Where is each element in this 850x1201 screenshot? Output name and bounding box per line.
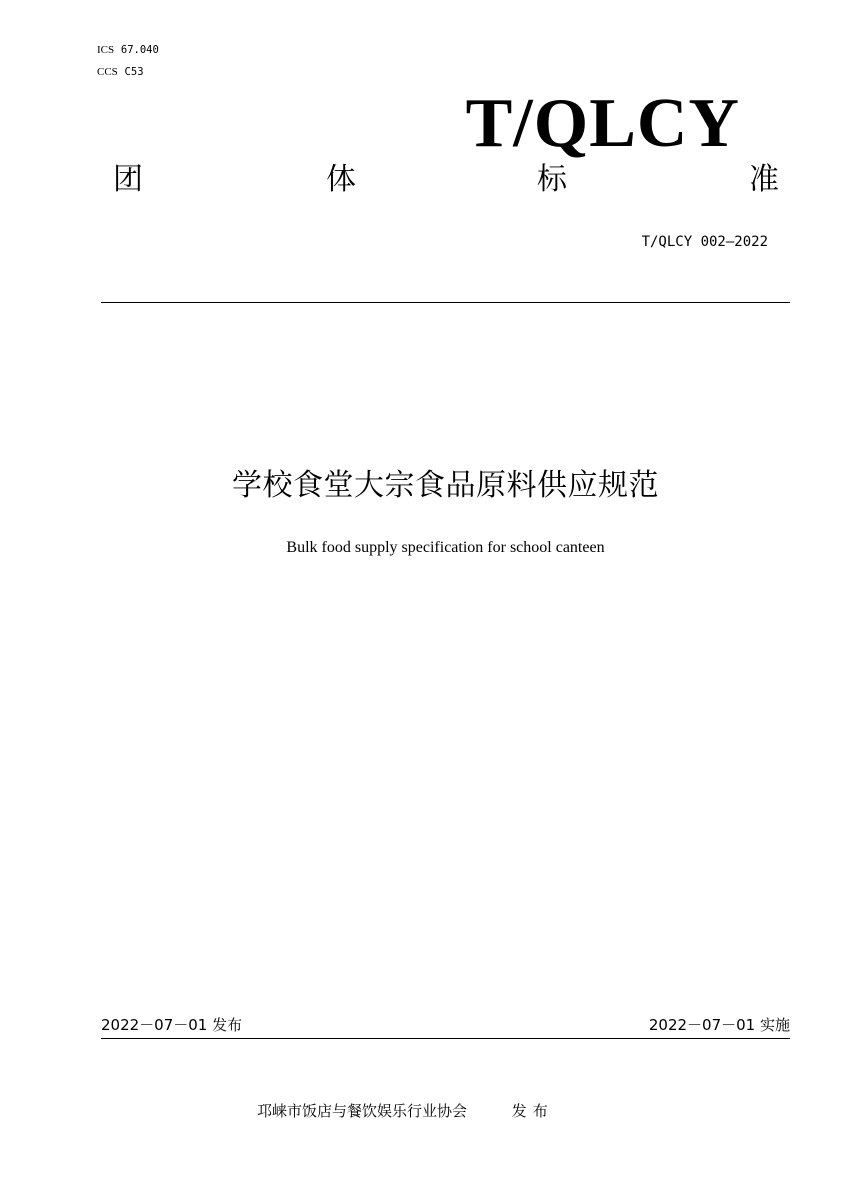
category-char: 准 — [749, 162, 779, 197]
category-char: 标 — [537, 162, 567, 197]
document-title: 学校食堂大宗食品原料供应规范 — [232, 468, 659, 503]
ics-classification — [97, 43, 159, 57]
implement-date: 2022－07－01 实施 — [648, 1016, 790, 1034]
ccs-classification — [97, 65, 144, 79]
document-subtitle: Bulk food supply specification for school canteen — [286, 539, 605, 556]
category-char: 体 — [326, 162, 356, 197]
ics-code: 67.040 — [120, 44, 159, 56]
ics-label: ICS — [97, 44, 115, 56]
publisher-line — [257, 1101, 554, 1121]
publisher-action: 发布 — [511, 1102, 554, 1120]
header-divider — [101, 302, 790, 303]
category-char: 团 — [113, 162, 143, 197]
standard-mark: T/QLCY — [465, 85, 740, 162]
publish-date: 2022－07－01 发布 — [101, 1016, 243, 1034]
standard-number: T/QLCY 002—2022 — [641, 234, 768, 250]
footer-divider — [101, 1038, 790, 1039]
ccs-code: C53 — [124, 66, 144, 78]
ccs-label: CCS — [97, 66, 118, 78]
publisher-name: 邛崃市饭店与餐饮娱乐行业协会 — [257, 1102, 468, 1120]
